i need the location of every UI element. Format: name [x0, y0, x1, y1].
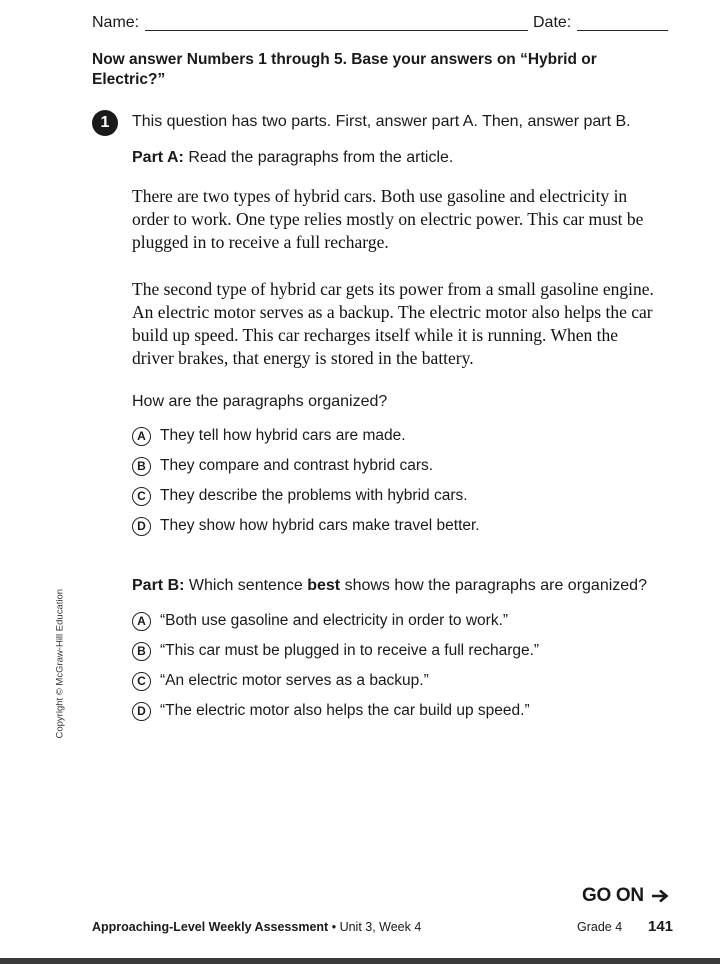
- part-a-choice-d[interactable]: [132, 515, 480, 537]
- part-a-choice-c[interactable]: [132, 485, 468, 507]
- footer-grade: Grade 4: [577, 920, 623, 934]
- part-b-choice-b[interactable]: [132, 640, 539, 662]
- arrow-right-icon: [651, 889, 669, 903]
- go-on-label: GO ON: [582, 885, 644, 906]
- footer-title: Approaching-Level Weekly Assessment: [92, 920, 329, 934]
- passage-paragraph-1: There are two types of hybrid cars. Both use gasoline and electricity in order to work. One type relies mostly on electric power. This car must be plugged in to receive a full recharge.: [132, 186, 644, 252]
- date-label: Date:: [533, 14, 572, 31]
- answer-bubble[interactable]: A: [132, 427, 151, 446]
- answer-bubble[interactable]: B: [132, 457, 151, 476]
- choice-text: They describe the problems with hybrid cars.: [160, 487, 468, 504]
- part-b-prompt-emphasis: best: [307, 577, 341, 594]
- date-line[interactable]: [577, 30, 668, 31]
- answer-bubble[interactable]: D: [132, 517, 151, 536]
- choice-text: “Both use gasoline and electricity in order to work.”: [160, 612, 509, 629]
- choice-text: They show how hybrid cars make travel better.: [160, 517, 480, 534]
- go-on-indicator: [582, 885, 669, 907]
- page-number: 141: [648, 918, 674, 935]
- part-a-question: How are the paragraphs organized?: [132, 393, 388, 410]
- part-b-prompt-end: shows how the paragraphs are organized?: [344, 577, 647, 594]
- choice-text: They compare and contrast hybrid cars.: [160, 457, 434, 474]
- part-a-prompt: Read the paragraphs from the article.: [188, 149, 454, 166]
- name-label: Name:: [92, 14, 140, 31]
- part-b-choice-a[interactable]: [132, 610, 508, 632]
- part-b-heading: [132, 577, 647, 595]
- part-b-label: Part B:: [132, 577, 185, 594]
- footer-separator: •: [331, 920, 337, 934]
- instructions: Now answer Numbers 1 through 5. Base your answers on “Hybrid or Electric?”: [92, 51, 597, 88]
- copyright-notice: Copyright © McGraw-Hill Education: [54, 588, 66, 739]
- question-number-badge: 1: [92, 110, 118, 136]
- choice-text: “This car must be plugged in to receive a full recharge.”: [160, 642, 540, 659]
- part-b-choice-c[interactable]: [132, 670, 429, 692]
- bottom-border: [0, 958, 720, 964]
- choice-text: “The electric motor also helps the car build up speed.”: [160, 702, 530, 719]
- choice-text: “An electric motor serves as a backup.”: [160, 672, 429, 689]
- part-a-label: Part A:: [132, 149, 184, 166]
- choice-text: They tell how hybrid cars are made.: [160, 427, 406, 444]
- part-a-heading: [132, 149, 453, 167]
- answer-bubble[interactable]: D: [132, 702, 151, 721]
- part-b-prompt-start: Which sentence: [188, 577, 303, 594]
- answer-bubble[interactable]: C: [132, 672, 151, 691]
- answer-bubble[interactable]: B: [132, 642, 151, 661]
- footer-assessment: [92, 920, 421, 934]
- part-b-choice-d[interactable]: [132, 700, 530, 722]
- answer-bubble[interactable]: A: [132, 612, 151, 631]
- question-intro: This question has two parts. First, answer part A. Then, answer part B.: [132, 113, 631, 130]
- name-line[interactable]: [145, 30, 528, 31]
- passage-paragraph-2: The second type of hybrid car gets its power from a small gasoline engine. An electric motor serves as a backup. The electric motor also helps the car build up speed. This car recharges itself while it is running. When the driver brakes, that energy is stored in the battery.: [132, 279, 654, 368]
- footer-unit: Unit 3, Week 4: [339, 920, 422, 934]
- answer-bubble[interactable]: C: [132, 487, 151, 506]
- part-a-choice-a[interactable]: [132, 425, 406, 447]
- part-a-choice-b[interactable]: [132, 455, 433, 477]
